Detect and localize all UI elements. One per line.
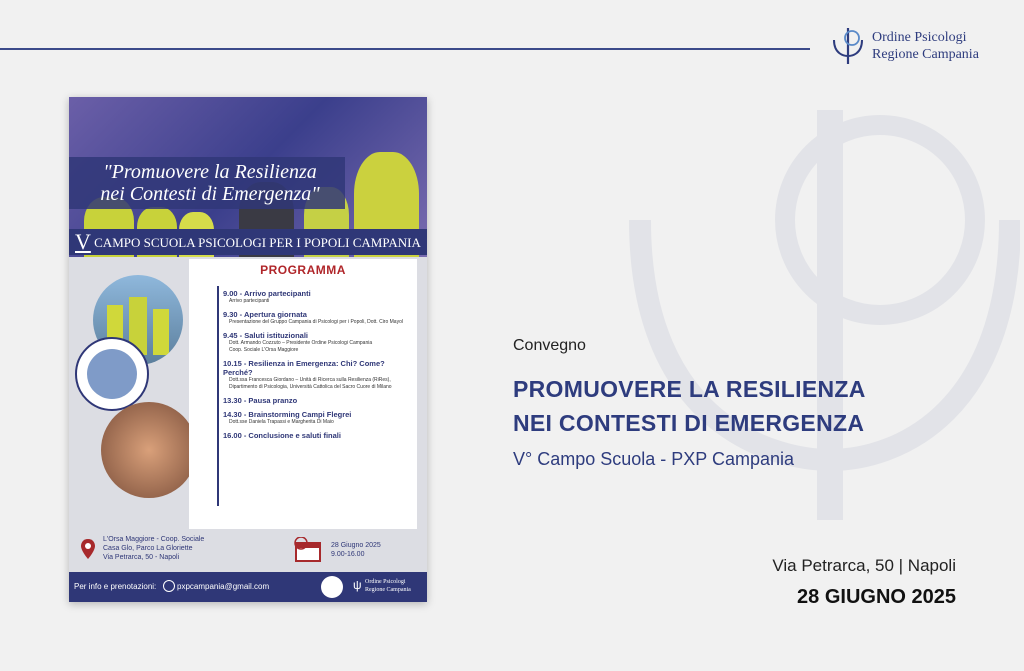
poster-info-row (69, 529, 427, 574)
program-item-time: 13.30 - Pausa pranzo (223, 396, 298, 405)
pxp-logo-icon (321, 576, 343, 598)
top-divider (0, 48, 810, 50)
info-email[interactable]: pxpcampania@gmail.com (177, 582, 270, 591)
campo-numeral: V (75, 229, 91, 254)
program-title: PROGRAMMA (260, 263, 346, 277)
event-poster (69, 97, 427, 602)
event-title-line1: PROMUOVERE LA RESILIENZA (513, 376, 866, 402)
poster-campo-badge (75, 337, 149, 411)
poster-hero-title (69, 157, 345, 209)
event-title-line2: NEI CONTESTI DI EMERGENZA (513, 410, 865, 436)
footer-brand-line1: Ordine Psicologi (365, 579, 406, 585)
program-item-time: 14.30 - Brainstorming Campi Flegrei (223, 410, 352, 419)
footer-brand-line2: Regione Campania (365, 587, 411, 593)
hero-title-line1: "Promuovere la Resilienza (103, 161, 317, 183)
footer-psi-icon: ψ (353, 578, 362, 592)
hero-title-line2: nei Contesti di Emergenza" (100, 183, 320, 205)
campo-text: CAMPO SCUOLA PSICOLOGI PER I POPOLI CAMPANIA (94, 235, 421, 250)
calendar-icon (293, 537, 323, 563)
program-timeline (217, 286, 219, 506)
mail-icon (163, 580, 175, 592)
event-address: Via Petrarca, 50 | Napoli (772, 556, 956, 575)
venue-line1: L'Orsa Maggiore - Coop. Sociale (103, 536, 205, 543)
poster-event-time: 9.00-16.00 (331, 551, 365, 558)
venue-line3: Via Petrarca, 50 - Napoli (103, 554, 180, 561)
program-item-time: 9.30 - Apertura giornata (223, 310, 307, 319)
program-item-time: 9.45 - Saluti istituzionali (223, 331, 309, 340)
program-item-time: 9.00 - Arrivo partecipanti (223, 289, 311, 298)
event-kind: Convegno (513, 337, 586, 354)
program-item-detail: Dott. Armando Cozzuto – Presidente Ordine Psicologi Campania (229, 340, 373, 346)
event-date: 28 GIUGNO 2025 (797, 586, 956, 608)
poster-photo-hands (101, 402, 197, 498)
program-item-detail: Presentazione del Gruppo Campania di Psicologi per i Popoli, Dott. Ciro Mayol (229, 319, 403, 325)
event-subtitle: V° Campo Scuola - PXP Campania (513, 449, 795, 469)
psi-logo-icon (830, 26, 866, 66)
program-item-time: 16.00 - Conclusione e saluti finali (223, 431, 341, 440)
brand-line1: Ordine Psicologi (872, 30, 967, 45)
brand-logo (830, 26, 979, 66)
poster-event-date: 28 Giugno 2025 (331, 542, 381, 549)
brand-line2: Regione Campania (872, 47, 979, 62)
info-label: Per info e prenotazioni: (74, 582, 157, 591)
program-item-detail: Coop. Sociale L'Orsa Maggiore (229, 347, 299, 353)
program-item-detail: Arrivo partecipanti (229, 298, 270, 304)
program-item-detail: Dott.ssa Francesca Giordano – Unità di Ricerca sulla Resilienza (RiRes), Dipartimento di Psicologia, Università Cattolica del Sacro Cuore di Milano (229, 377, 392, 390)
program-list (223, 284, 415, 440)
program-item-detail: Dott.sse Daniela Trapassi e Margherita Di Maio (229, 419, 334, 425)
program-item-time: 10.15 - Resilienza in Emergenza: Chi? Come? Perché? (223, 359, 385, 377)
location-pin-icon (81, 539, 95, 559)
venue-line2: Casa Glo, Parco La Gloriette (103, 545, 193, 552)
poster-footer-bar (69, 572, 427, 602)
poster-campo-bar (69, 229, 427, 255)
